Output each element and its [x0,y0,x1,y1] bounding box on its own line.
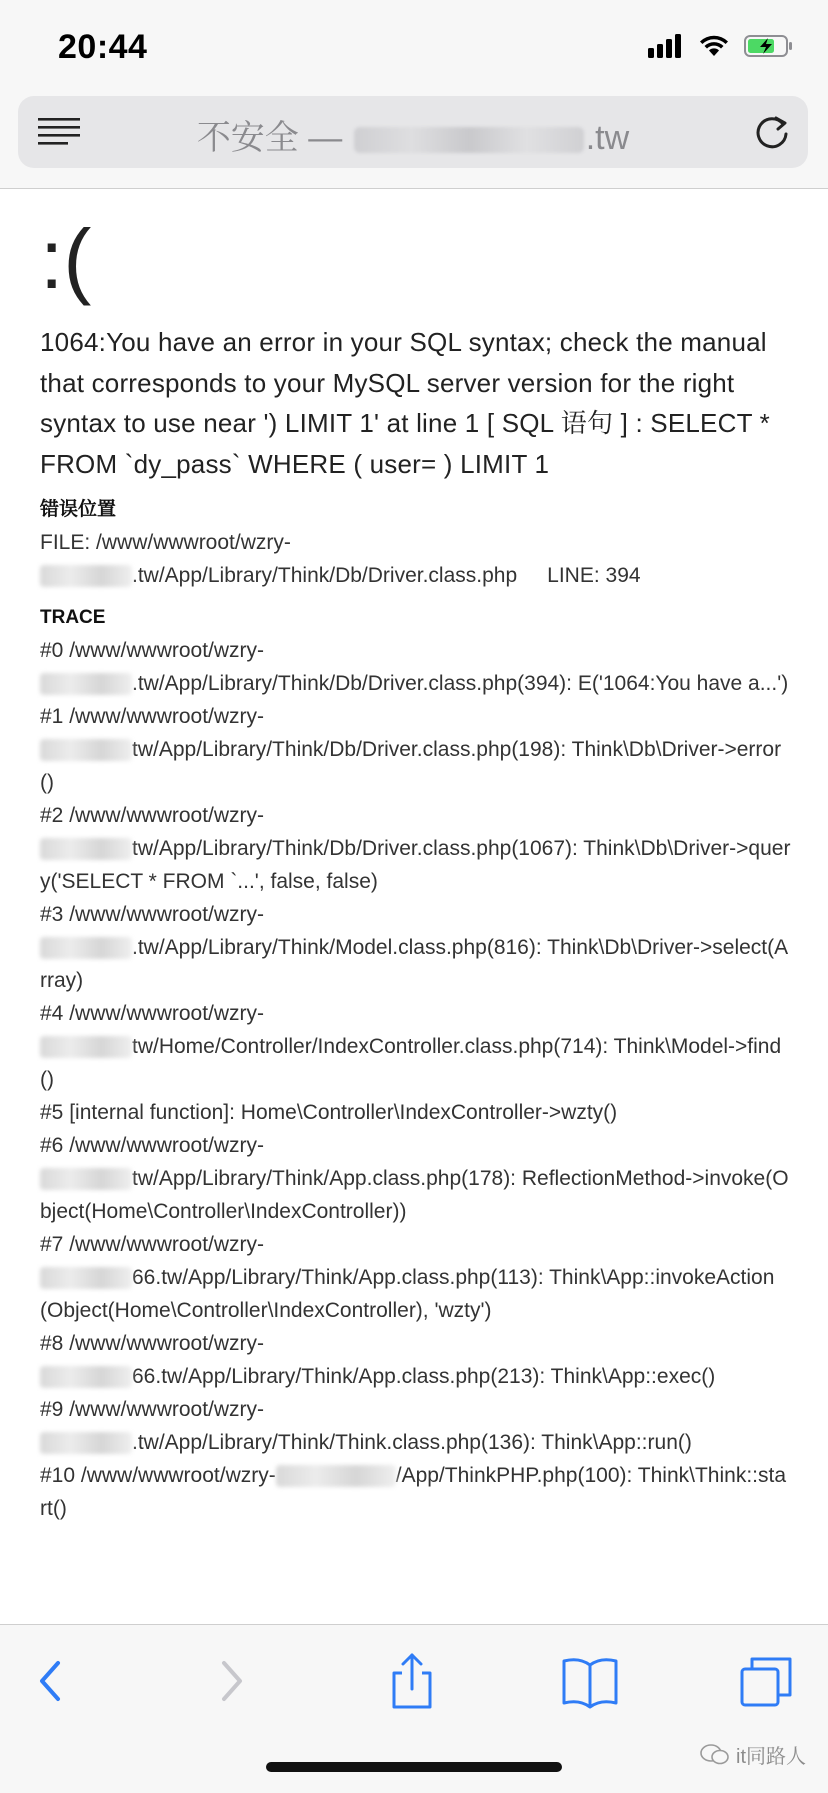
trace-label: TRACE [40,607,106,628]
browser-nav-bar [0,92,828,189]
tabs-button[interactable] [736,1651,796,1711]
url-security-label: 不安全 — [196,119,343,157]
trace-item: #5 [internal function]: Home\Controller\IndexController->wzty() [40,1101,618,1124]
trace-item: #8 /www/wwwroot/wzry- 66.tw/App/Library/Think/App.class.php(213): Think\App::exec() [40,1332,716,1388]
battery-charging-icon [744,34,794,58]
wechat-icon [700,1744,730,1766]
error-message: 1064:You have an error in your SQL syntax; check the manual that corresponds to your MySQL server version for the right syntax to use near ') LIMIT 1' at line 1 [ SQL 语句 ] : SELECT * FROM `dy_pass` WHERE ( user= ) LIMIT 1 [40,327,770,479]
trace-item: #3 /www/wwwroot/wzry- .tw/App/Library/Think/Model.class.php(816): Think\Db\Driver->select(Array) [40,903,789,992]
error-file-line [40,526,792,592]
trace-item: #4 /www/wwwroot/wzry- tw/Home/Controller/IndexController.class.php(714): Think\Model->find() [40,1002,782,1091]
wifi-icon [698,34,730,58]
bookmarks-button[interactable] [560,1651,620,1711]
trace-item: #9 /www/wwwroot/wzry- .tw/App/Library/Think/Think.class.php(136): Think\App::run() [40,1398,692,1454]
watermark-text: it同路人 [736,1746,806,1768]
file-prefix: FILE: [40,531,91,554]
file-path-b: .tw/App/Library/Think/Db/Driver.class.php [132,564,518,587]
back-button[interactable] [22,1651,82,1711]
sad-face: :( [40,212,92,306]
trace-item: #0 /www/wwwroot/wzry- .tw/App/Library/Think/Db/Driver.class.php(394): E('1064:You have a...') [40,639,789,695]
file-path-a: /www/wwwroot/wzry- [96,531,291,554]
trace-item: #7 /www/wwwroot/wzry- 66.tw/App/Library/Think/App.class.php(113): Think\App::invokeAction(Object(Home\Controller\IndexController), 'wzty') [40,1233,775,1322]
status-icons [648,34,794,58]
address-bar[interactable] [18,96,808,168]
status-time: 20:44 [58,28,148,66]
line-number: LINE: 394 [547,564,641,587]
trace-item: #6 /www/wwwroot/wzry- tw/App/Library/Think/App.class.php(178): ReflectionMethod->invoke(Object(Home\Controller\IndexController)) [40,1134,789,1223]
trace-item: #1 /www/wwwroot/wzry- tw/App/Library/Think/Db/Driver.class.php(198): Think\Db\Driver->error() [40,705,782,794]
redacted-domain [354,127,584,153]
home-indicator[interactable] [266,1762,562,1772]
redacted-text [40,565,132,587]
cellular-signal-icon [648,34,684,58]
url-text[interactable] [18,110,808,159]
trace-item: #10 /www/wwwroot/wzry- /App/ThinkPHP.php(100): Think\Think::start() [40,1464,786,1520]
forward-button[interactable] [200,1651,260,1711]
share-button[interactable] [382,1651,442,1711]
error-page [40,214,792,1525]
watermark [700,1740,806,1769]
error-location-label: 错误位置 [40,499,117,520]
status-bar [0,0,828,92]
url-domain-suffix: .tw [585,119,630,157]
trace-item: #2 /www/wwwroot/wzry- tw/App/Library/Think/Db/Driver.class.php(1067): Think\Db\Driver->query('SELECT * FROM `...', false, false) [40,804,791,893]
trace-list [40,634,792,1525]
reload-icon[interactable] [752,112,792,152]
